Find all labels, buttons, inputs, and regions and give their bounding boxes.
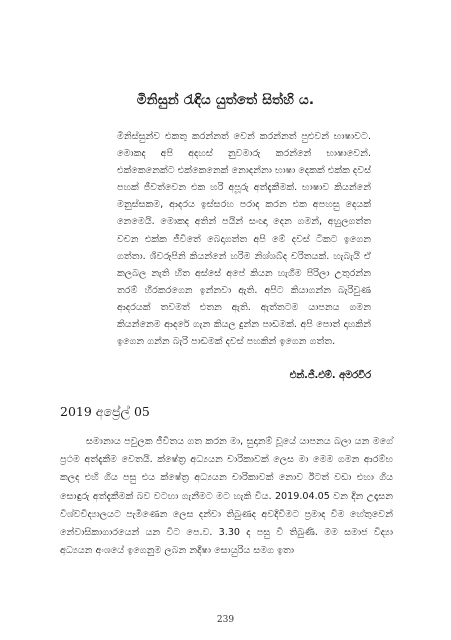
body-paragraph: සමානාය පවුලක ජීවිතය ගත කරන මා, සුදානම් වූයේ යාපනය බලා යන මගේ ප්‍රථම අත්දැකීම වෙතයි. ක්ෂේත්‍ර අධ්‍යයන චාරිකාවක් ලෙස මා මෙම ගමන ආරම්භ කලද එහි ගිය පසු එය ක්ෂේත්‍ර අධ්‍යයන චාරිකාවක් නොව ඊටත් වඩා එහා ගිය සොඳුරු අත්දැකීමක් බව වටහා ගැනීමට මට හැකි විය. 2019.04.05 වන දින උදෑසන විශ්වවිද්‍යාලයට පැමිණෙන ලෙස දන්වා තිබුණද අවදිවීමට ප්‍රමාද වීම හේතුවෙන් නේවාසිකාගාරයෙන් යන විට පෙ.ව. 3.30 ද පසු වී තිබුණි. මම සමාජ විද්‍යා අධ්‍යයන අංශයේ ඉගෙනුම ලබන නදීෂා සොයුරිය සමග ඉතා [60,436,393,557]
chapter-title: මිනිසුන් රැඳිය යුත්තේ සිත්හි ය. [136,92,315,108]
quote-signature: එන්.ජී.එම්. අමරවීර [289,370,371,381]
quote-block [117,128,371,350]
page-number: 239 [216,615,235,625]
entry-date: 2019 අප්‍රේල් 05 [60,404,150,419]
quote-text: මිනිස්සුන්ව එකතු කරන්නත් වෙන් කරන්නත් පුළුවන් භාෂාවට. මොකද අපි අදහස් නුවමාරු කරන්නේ භාෂාවෙන්. එක්කෙනෙක්ට එක්කෙනෙක් නොදන්නා භාෂා දෙකක් එක්ක දවස් පහක් ජීවත්වෙන එක හරි අපූරු අත්දැකීමක්. භාෂාව කියන්නේ මනුස්සකම, ආදරය ඉස්සරහ පරාද කරන එක අපහසු දෙයක් නෙමෙයි. මොකද අතින් පයින් සංඥා දෙන ගමන්, අහුලගත්ත වචන එක්ක ජීවිතේ බෙදාගත්ත අපි මේ දවස් ටිකට ඉගෙන ගත්තා. ශිවරූපිනි කියන්නේ හරිම නිශ්ශබ්ද චරිතයක්. හැබැයි ඒ කලබල නැති හිත අස්සේ අපේ කියන හැගීම පිරිලා උතුරන්න තරම් හීරකරගෙන ඉන්නවා ඇති. අපිට කියාගන්න බැරිවුණ ආදරයක් තවමත් එතන ඇති. ඇත්තටම යාපනය ගමන කියන්නෙම ආදරේ ගැන කියල දුන්න පාඩමක්. අපි පොත් දාහකින් ඉගෙන ගන්න බැරි පාඩමක් දවස් පහකින් ඉගෙන ගත්ත. [117,131,371,348]
body-text-block [60,433,393,560]
